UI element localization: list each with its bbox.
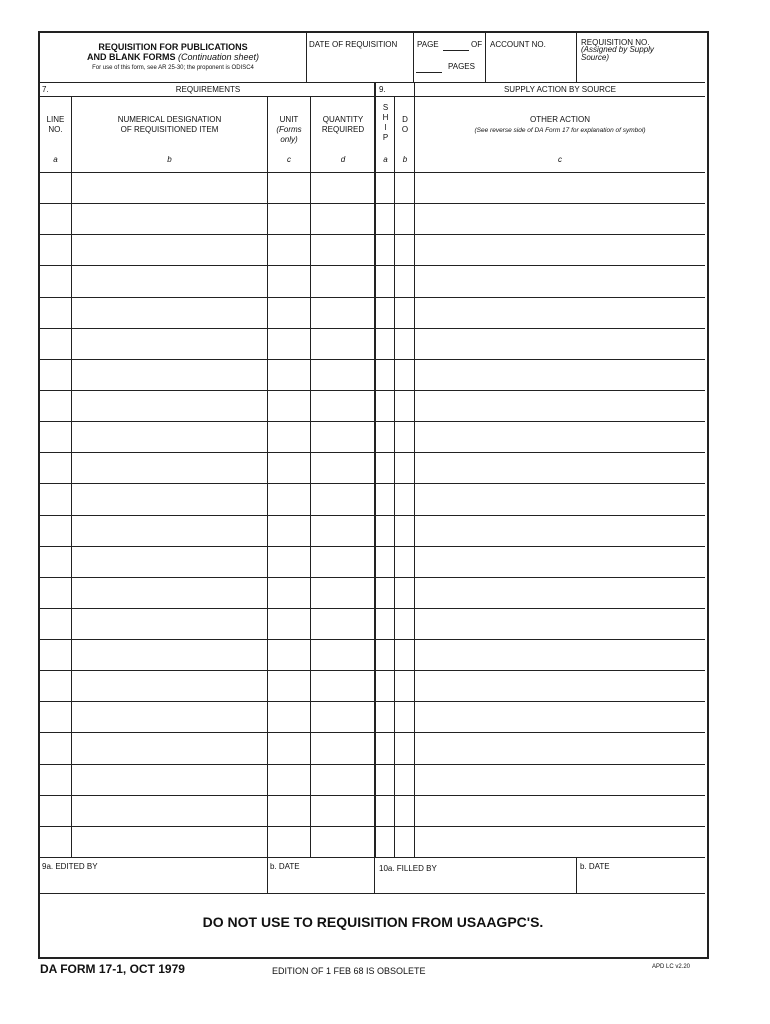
do-cell[interactable] — [395, 516, 414, 545]
quantity-cell[interactable] — [311, 391, 374, 420]
filled-by-label: 10a. FILLED BY — [379, 864, 437, 873]
other-action-cell[interactable] — [415, 360, 705, 389]
quantity-cell[interactable] — [311, 266, 374, 295]
line-no-cell[interactable] — [40, 640, 71, 669]
ship-cell[interactable] — [376, 391, 394, 420]
table-row — [39, 298, 705, 327]
unit-cell[interactable] — [268, 671, 310, 700]
ship-cell[interactable] — [376, 484, 394, 513]
table-row — [39, 329, 705, 358]
section7-title: REQUIREMENTS — [175, 85, 241, 94]
total-pages-line[interactable] — [416, 72, 442, 73]
pages-label: PAGES — [448, 62, 475, 71]
quantity-cell[interactable] — [311, 484, 374, 513]
do-cell[interactable] — [395, 640, 414, 669]
ship-cell[interactable] — [376, 453, 394, 482]
divider — [39, 96, 705, 97]
col-other-action-header: OTHER ACTION — [529, 115, 590, 124]
table-row — [39, 453, 705, 482]
other-action-cell[interactable] — [415, 547, 705, 576]
other-action-cell[interactable] — [415, 796, 705, 825]
edited-by-field[interactable] — [40, 873, 266, 891]
quantity-cell[interactable] — [311, 329, 374, 358]
line-no-cell[interactable] — [40, 827, 71, 856]
unit-cell[interactable] — [268, 391, 310, 420]
col-do-header — [395, 115, 415, 135]
line-no-cell[interactable] — [40, 173, 71, 202]
quantity-cell[interactable] — [311, 298, 374, 327]
quantity-cell[interactable] — [311, 173, 374, 202]
col-quantity-header — [311, 115, 375, 135]
designation-cell[interactable] — [72, 516, 267, 545]
col-letter-ship: a — [383, 155, 388, 164]
col-line-no-header — [40, 115, 71, 135]
ship-cell[interactable] — [376, 827, 394, 856]
page-number-line[interactable] — [443, 50, 469, 51]
unit-cell[interactable] — [268, 733, 310, 762]
col-unit-l3: only) — [280, 135, 298, 144]
designation-cell[interactable] — [72, 391, 267, 420]
unit-cell[interactable] — [268, 329, 310, 358]
unit-cell[interactable] — [268, 360, 310, 389]
line-no-cell[interactable] — [40, 765, 71, 794]
quantity-cell[interactable] — [311, 547, 374, 576]
designation-cell[interactable] — [72, 796, 267, 825]
line-no-cell[interactable] — [40, 360, 71, 389]
other-action-cell[interactable] — [415, 516, 705, 545]
other-action-cell[interactable] — [415, 298, 705, 327]
other-action-cell[interactable] — [415, 329, 705, 358]
ship-cell[interactable] — [376, 516, 394, 545]
divider — [39, 893, 705, 894]
table-row — [39, 204, 705, 233]
unit-cell[interactable] — [268, 516, 310, 545]
do-cell[interactable] — [395, 235, 414, 264]
other-action-cell[interactable] — [415, 640, 705, 669]
account-no-label: ACCOUNT NO. — [490, 40, 546, 49]
line-no-cell[interactable] — [40, 298, 71, 327]
designation-cell[interactable] — [72, 827, 267, 856]
designation-cell[interactable] — [72, 173, 267, 202]
designation-cell[interactable] — [72, 671, 267, 700]
col-letter-d: d — [340, 155, 346, 164]
divider — [374, 857, 375, 893]
quantity-cell[interactable] — [311, 516, 374, 545]
col-line-no-l1: LINE — [46, 115, 65, 124]
quantity-cell[interactable] — [311, 453, 374, 482]
unit-cell[interactable] — [268, 235, 310, 264]
ship-cell[interactable] — [376, 671, 394, 700]
table-row — [39, 796, 705, 825]
do-cell[interactable] — [395, 204, 414, 233]
section9-title: SUPPLY ACTION BY SOURCE — [503, 85, 617, 94]
do-cell[interactable] — [395, 671, 414, 700]
col-letter-b: b — [167, 155, 172, 164]
form-title-line2 — [40, 52, 306, 62]
version-label: APD LC v2.20 — [652, 964, 691, 970]
do-cell[interactable] — [395, 484, 414, 513]
unit-cell[interactable] — [268, 796, 310, 825]
designation-cell[interactable] — [72, 640, 267, 669]
line-no-cell[interactable] — [40, 266, 71, 295]
designation-cell[interactable] — [72, 578, 267, 607]
ship-cell[interactable] — [376, 329, 394, 358]
designation-cell[interactable] — [72, 204, 267, 233]
unit-cell[interactable] — [268, 578, 310, 607]
ship-cell[interactable] — [376, 578, 394, 607]
other-action-cell[interactable] — [415, 671, 705, 700]
ship-cell[interactable] — [376, 765, 394, 794]
other-action-cell[interactable] — [415, 204, 705, 233]
form-subtitle: For use of this form, see AR 25-30; the proponent is ODISC4 — [92, 65, 254, 71]
section7-number: 7. — [42, 85, 49, 94]
designation-cell[interactable] — [72, 329, 267, 358]
col-letter-other: c — [558, 155, 562, 164]
quantity-cell[interactable] — [311, 702, 374, 731]
line-no-cell[interactable] — [40, 547, 71, 576]
edited-by-label: 9a. EDITED BY — [42, 862, 98, 871]
unit-cell[interactable] — [268, 173, 310, 202]
other-action-cell[interactable] — [415, 609, 705, 638]
quantity-cell[interactable] — [311, 360, 374, 389]
page-label: PAGE — [417, 40, 439, 49]
unit-cell[interactable] — [268, 484, 310, 513]
form-identifier: DA FORM 17-1, OCT 1979 — [40, 962, 185, 976]
other-action-cell[interactable] — [415, 173, 705, 202]
date-of-requisition-label: DATE OF REQUISITION — [309, 40, 398, 49]
quantity-cell[interactable] — [311, 609, 374, 638]
line-no-cell[interactable] — [40, 796, 71, 825]
requisition-no-sub: (Assigned by Supply Source) — [581, 45, 654, 62]
unit-cell[interactable] — [268, 765, 310, 794]
col-ship-header — [377, 103, 394, 143]
table-row — [39, 609, 705, 638]
col-quantity-l1: QUANTITY — [322, 115, 364, 124]
unit-cell[interactable] — [268, 298, 310, 327]
table-row — [39, 702, 705, 731]
do-cell[interactable] — [395, 547, 414, 576]
do-cell[interactable] — [395, 578, 414, 607]
designation-cell[interactable] — [72, 733, 267, 762]
table-row — [39, 484, 705, 513]
form-title-italic: (Continuation sheet) — [177, 52, 260, 62]
line-no-cell[interactable] — [40, 578, 71, 607]
do-cell[interactable] — [395, 765, 414, 794]
of-label: OF — [471, 40, 483, 49]
col-unit-l1: UNIT — [279, 115, 299, 124]
other-action-cell[interactable] — [415, 765, 705, 794]
do-cell[interactable] — [395, 827, 414, 856]
other-action-cell[interactable] — [415, 702, 705, 731]
divider — [576, 32, 577, 82]
edition-note: EDITION OF 1 FEB 68 IS OBSOLETE — [272, 966, 426, 976]
table-row — [39, 827, 705, 856]
do-cell[interactable] — [395, 266, 414, 295]
quantity-cell[interactable] — [311, 796, 374, 825]
other-action-cell[interactable] — [415, 235, 705, 264]
ship-cell[interactable] — [376, 640, 394, 669]
quantity-cell[interactable] — [311, 640, 374, 669]
col-letter-a: a — [53, 155, 58, 164]
unit-cell[interactable] — [268, 422, 310, 451]
divider — [39, 82, 705, 83]
col-other-action-note: (See reverse side of DA Form 17 for explanation of symbol) — [474, 127, 646, 134]
section9-number: 9. — [379, 85, 386, 94]
col-designation-l1: NUMERICAL DESIGNATION — [117, 115, 222, 124]
unit-cell[interactable] — [268, 827, 310, 856]
account-no-field[interactable] — [486, 52, 575, 80]
line-no-cell[interactable] — [40, 484, 71, 513]
edited-date-field[interactable] — [268, 873, 373, 891]
ship-cell[interactable] — [376, 796, 394, 825]
do-cell[interactable] — [395, 453, 414, 482]
divider — [39, 857, 705, 858]
ship-cell[interactable] — [376, 733, 394, 762]
col-designation-l2: OF REQUISITIONED ITEM — [120, 125, 219, 134]
line-no-cell[interactable] — [40, 516, 71, 545]
divider — [413, 32, 414, 82]
ship-cell[interactable] — [376, 173, 394, 202]
line-no-cell[interactable] — [40, 453, 71, 482]
line-no-cell[interactable] — [40, 702, 71, 731]
quantity-cell[interactable] — [311, 422, 374, 451]
line-no-cell[interactable] — [40, 204, 71, 233]
date-of-requisition-field[interactable] — [307, 52, 412, 80]
other-action-cell[interactable] — [415, 578, 705, 607]
table-row — [39, 391, 705, 420]
requisition-no-label: REQUISITION NO. — [581, 38, 650, 47]
other-action-cell[interactable] — [415, 484, 705, 513]
do-cell[interactable] — [395, 609, 414, 638]
line-no-cell[interactable] — [40, 235, 71, 264]
col-quantity-l2: REQUIRED — [321, 125, 365, 134]
do-cell[interactable] — [395, 298, 414, 327]
quantity-cell[interactable] — [311, 578, 374, 607]
quantity-cell[interactable] — [311, 827, 374, 856]
designation-cell[interactable] — [72, 547, 267, 576]
col-unit-l2: (Forms — [276, 125, 302, 134]
quantity-cell[interactable] — [311, 765, 374, 794]
do-o: O — [401, 125, 409, 134]
designation-cell[interactable] — [72, 298, 267, 327]
filled-date-label: b. DATE — [580, 862, 610, 871]
ship-p: P — [382, 133, 389, 142]
do-d: D — [402, 115, 408, 124]
col-line-no-l2: NO. — [48, 125, 63, 134]
unit-cell[interactable] — [268, 547, 310, 576]
unit-cell[interactable] — [268, 204, 310, 233]
unit-cell[interactable] — [268, 453, 310, 482]
designation-cell[interactable] — [72, 360, 267, 389]
unit-cell[interactable] — [268, 266, 310, 295]
filled-date-field[interactable] — [578, 873, 704, 891]
ship-cell[interactable] — [376, 266, 394, 295]
other-action-cell[interactable] — [415, 453, 705, 482]
table-row — [39, 733, 705, 762]
col-unit-header — [268, 115, 310, 145]
other-action-cell[interactable] — [415, 827, 705, 856]
table-row — [39, 266, 705, 295]
ship-s: S — [382, 103, 389, 112]
quantity-cell[interactable] — [311, 733, 374, 762]
filled-by-field[interactable] — [376, 875, 575, 891]
do-cell[interactable] — [395, 422, 414, 451]
other-action-cell[interactable] — [415, 391, 705, 420]
do-cell[interactable] — [395, 360, 414, 389]
table-row — [39, 671, 705, 700]
quantity-cell[interactable] — [311, 204, 374, 233]
designation-cell[interactable] — [72, 453, 267, 482]
unit-cell[interactable] — [268, 640, 310, 669]
table-row — [39, 640, 705, 669]
table-row — [39, 547, 705, 576]
do-cell[interactable] — [395, 329, 414, 358]
table-row — [39, 360, 705, 389]
col-designation-header — [72, 115, 267, 135]
col-letter-c: c — [287, 155, 291, 164]
line-no-cell[interactable] — [40, 609, 71, 638]
ship-i: I — [384, 123, 387, 132]
line-no-cell[interactable] — [40, 671, 71, 700]
do-cell[interactable] — [395, 796, 414, 825]
table-row — [39, 765, 705, 794]
do-cell[interactable] — [395, 391, 414, 420]
designation-cell[interactable] — [72, 702, 267, 731]
ship-cell[interactable] — [376, 360, 394, 389]
do-cell[interactable] — [395, 702, 414, 731]
quantity-cell[interactable] — [311, 235, 374, 264]
designation-cell[interactable] — [72, 765, 267, 794]
ship-cell[interactable] — [376, 204, 394, 233]
ship-cell[interactable] — [376, 609, 394, 638]
table-row — [39, 516, 705, 545]
col-letter-do: b — [402, 155, 408, 164]
other-action-cell[interactable] — [415, 733, 705, 762]
line-no-cell[interactable] — [40, 733, 71, 762]
divider — [576, 857, 577, 893]
other-action-cell[interactable] — [415, 266, 705, 295]
line-no-cell[interactable] — [40, 391, 71, 420]
ship-cell[interactable] — [376, 702, 394, 731]
form-title: REQUISITION FOR PUBLICATIONS — [98, 42, 248, 52]
ship-cell[interactable] — [376, 547, 394, 576]
designation-cell[interactable] — [72, 422, 267, 451]
do-cell[interactable] — [395, 173, 414, 202]
do-cell[interactable] — [395, 733, 414, 762]
ship-h: H — [382, 113, 389, 122]
designation-cell[interactable] — [72, 484, 267, 513]
table-row — [39, 173, 705, 202]
line-no-cell[interactable] — [40, 422, 71, 451]
table-row — [39, 422, 705, 451]
edited-date-label: b. DATE — [270, 862, 300, 871]
designation-cell[interactable] — [72, 266, 267, 295]
line-no-cell[interactable] — [40, 329, 71, 358]
table-row — [39, 578, 705, 607]
ship-cell[interactable] — [376, 422, 394, 451]
ship-cell[interactable] — [376, 298, 394, 327]
designation-cell[interactable] — [72, 235, 267, 264]
table-row — [39, 235, 705, 264]
form-title-bold: AND BLANK FORMS — [86, 52, 176, 62]
unit-cell[interactable] — [268, 702, 310, 731]
other-action-cell[interactable] — [415, 422, 705, 451]
designation-cell[interactable] — [72, 609, 267, 638]
ship-cell[interactable] — [376, 235, 394, 264]
quantity-cell[interactable] — [311, 671, 374, 700]
unit-cell[interactable] — [268, 609, 310, 638]
warning-banner: DO NOT USE TO REQUISITION FROM USAAGPC'S. — [202, 914, 544, 930]
